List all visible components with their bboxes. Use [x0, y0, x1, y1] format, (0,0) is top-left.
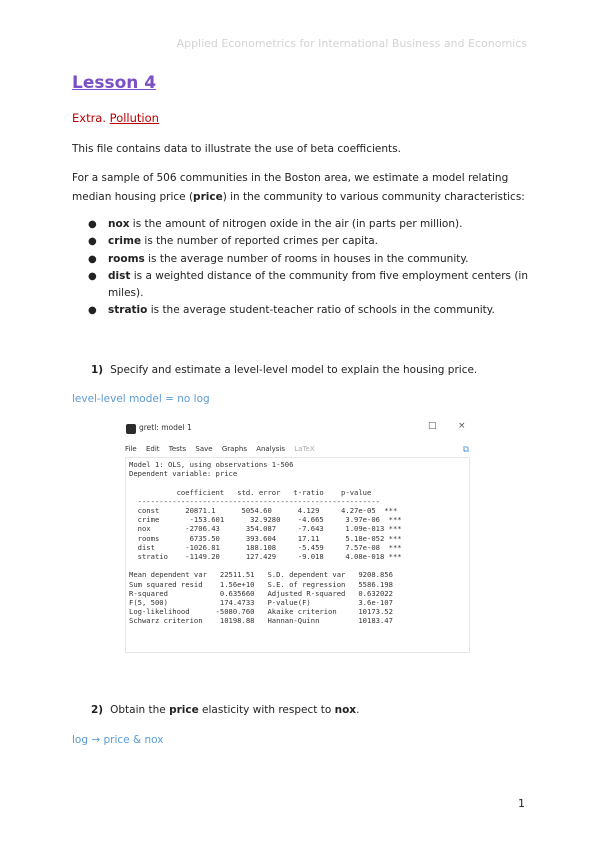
question-bold-nox: nox — [334, 704, 357, 716]
menu-analysis[interactable]: Analysis — [256, 445, 286, 453]
output-line: Model 1: OLS, using observations 1-506 — [129, 460, 294, 469]
output-line: dist -1026.81 188.108 -5.459 7.57e-08 *** — [129, 542, 402, 552]
output-line: stratio -1149.20 127.429 -9.018 4.08e-018 *** — [129, 552, 402, 562]
variable-desc: is the average student-teacher ratio of schools in the community. — [147, 304, 495, 317]
question-1 — [91, 364, 477, 376]
copy-icon[interactable]: ⧉ — [462, 445, 469, 455]
list-item — [88, 268, 528, 302]
question-text: Specify and estimate a level-level model to explain the housing price. — [110, 364, 478, 376]
list-item — [88, 302, 528, 319]
description-part2: ) in the community to various community characteristics: — [222, 191, 525, 203]
variable-desc: is a weighted distance of the community from five employment centers (in miles). — [108, 269, 528, 299]
description-part1: For a sample of 506 communities in the Boston area, we estimate a model relating median housing price ( — [72, 172, 509, 203]
note-level-level: level-level model = no log — [72, 393, 210, 405]
maximize-icon[interactable]: □ — [428, 421, 437, 431]
variable-list — [88, 216, 528, 319]
question-text-pre: Obtain the — [110, 704, 170, 716]
intro-paragraph: This file contains data to illustrate the use of beta coefficients. — [72, 143, 401, 155]
menu-tests[interactable]: Tests — [168, 445, 187, 453]
output-line: F(5, 500) 174.4733 P-value(F) 3.6e-107 — [129, 598, 393, 608]
menu-graphs[interactable]: Graphs — [221, 445, 247, 453]
output-line: -------------------------------------------------------- — [129, 496, 380, 506]
regression-output — [125, 457, 470, 653]
description-paragraph — [72, 169, 528, 207]
variable-name: stratio — [108, 304, 148, 317]
output-line: rooms 6735.50 393.604 17.11 5.18e-052 *** — [129, 533, 402, 543]
variable-name: rooms — [108, 252, 145, 265]
output-line: Sum squared resid 1.56e+10 S.E. of regression 5586.198 — [129, 579, 393, 589]
menu-save[interactable]: Save — [195, 445, 213, 453]
document-header: Applied Econometrics for International Business and Economics — [176, 37, 527, 50]
question-bold-price: price — [169, 704, 199, 716]
output-line: Log-likelihood -5080.760 Akaike criterion 10173.52 — [129, 607, 393, 617]
question-number: 2) — [91, 704, 104, 716]
output-line: crime -153.601 32.9280 -4.665 3.97e-06 *** — [129, 515, 402, 525]
menu-file[interactable]: File — [125, 445, 137, 453]
lesson-title[interactable]: Lesson 4 — [72, 73, 157, 93]
page-number: 1 — [518, 797, 525, 810]
question-text-post: . — [356, 704, 360, 716]
output-line: nox -2706.43 354.087 -7.643 1.09e-013 *** — [129, 524, 402, 534]
output-line: const 20871.1 5054.60 4.129 4.27e-05 *** — [129, 506, 398, 516]
bullet-icon: ● — [88, 270, 97, 282]
list-item — [88, 216, 528, 233]
question-2 — [91, 704, 359, 716]
menu-latex[interactable]: LaTeX — [294, 445, 315, 453]
section-link-pollution[interactable]: Pollution — [109, 111, 159, 125]
section-heading — [72, 111, 159, 125]
variable-name: crime — [108, 235, 142, 248]
description-bold-price: price — [193, 191, 223, 203]
bullet-icon: ● — [88, 236, 97, 248]
variable-name: dist — [108, 269, 131, 282]
output-line: R-squared 0.635660 Adjusted R-squared 0.632022 — [129, 588, 393, 598]
output-line — [129, 561, 469, 570]
close-icon[interactable]: × — [458, 421, 466, 431]
list-item — [88, 251, 528, 268]
variable-desc: is the average number of rooms in houses in the community. — [144, 252, 469, 265]
variable-name: nox — [108, 218, 130, 230]
list-item — [88, 233, 528, 250]
note-log: log → price & nox — [72, 734, 164, 746]
window-title: gretl: model 1 — [139, 423, 192, 432]
bullet-icon: ● — [88, 305, 97, 317]
output-line: Dependent variable: price — [129, 469, 238, 479]
menu-bar — [125, 445, 475, 457]
variable-desc: is the number of reported crimes per capita. — [141, 235, 378, 248]
question-number: 1) — [91, 364, 104, 376]
question-text-mid: elasticity with respect to — [198, 704, 335, 716]
gretl-output-window — [122, 420, 477, 656]
section-prefix: Extra. — [72, 111, 107, 125]
output-line: Schwarz criterion 10198.88 Hannan-Quinn 10183.47 — [129, 616, 393, 626]
bullet-icon: ● — [88, 219, 97, 230]
gretl-app-icon — [126, 424, 136, 434]
output-line — [129, 478, 469, 487]
menu-edit[interactable]: Edit — [145, 445, 160, 453]
variable-desc: is the amount of nitrogen oxide in the air (in parts per million). — [129, 218, 463, 230]
window-titlebar[interactable] — [122, 420, 477, 438]
bullet-icon: ● — [88, 253, 97, 265]
output-line: Mean dependent var 22511.51 S.D. dependent var 9208.856 — [129, 570, 393, 580]
output-line: coefficient std. error t-ratio p-value — [129, 487, 372, 497]
